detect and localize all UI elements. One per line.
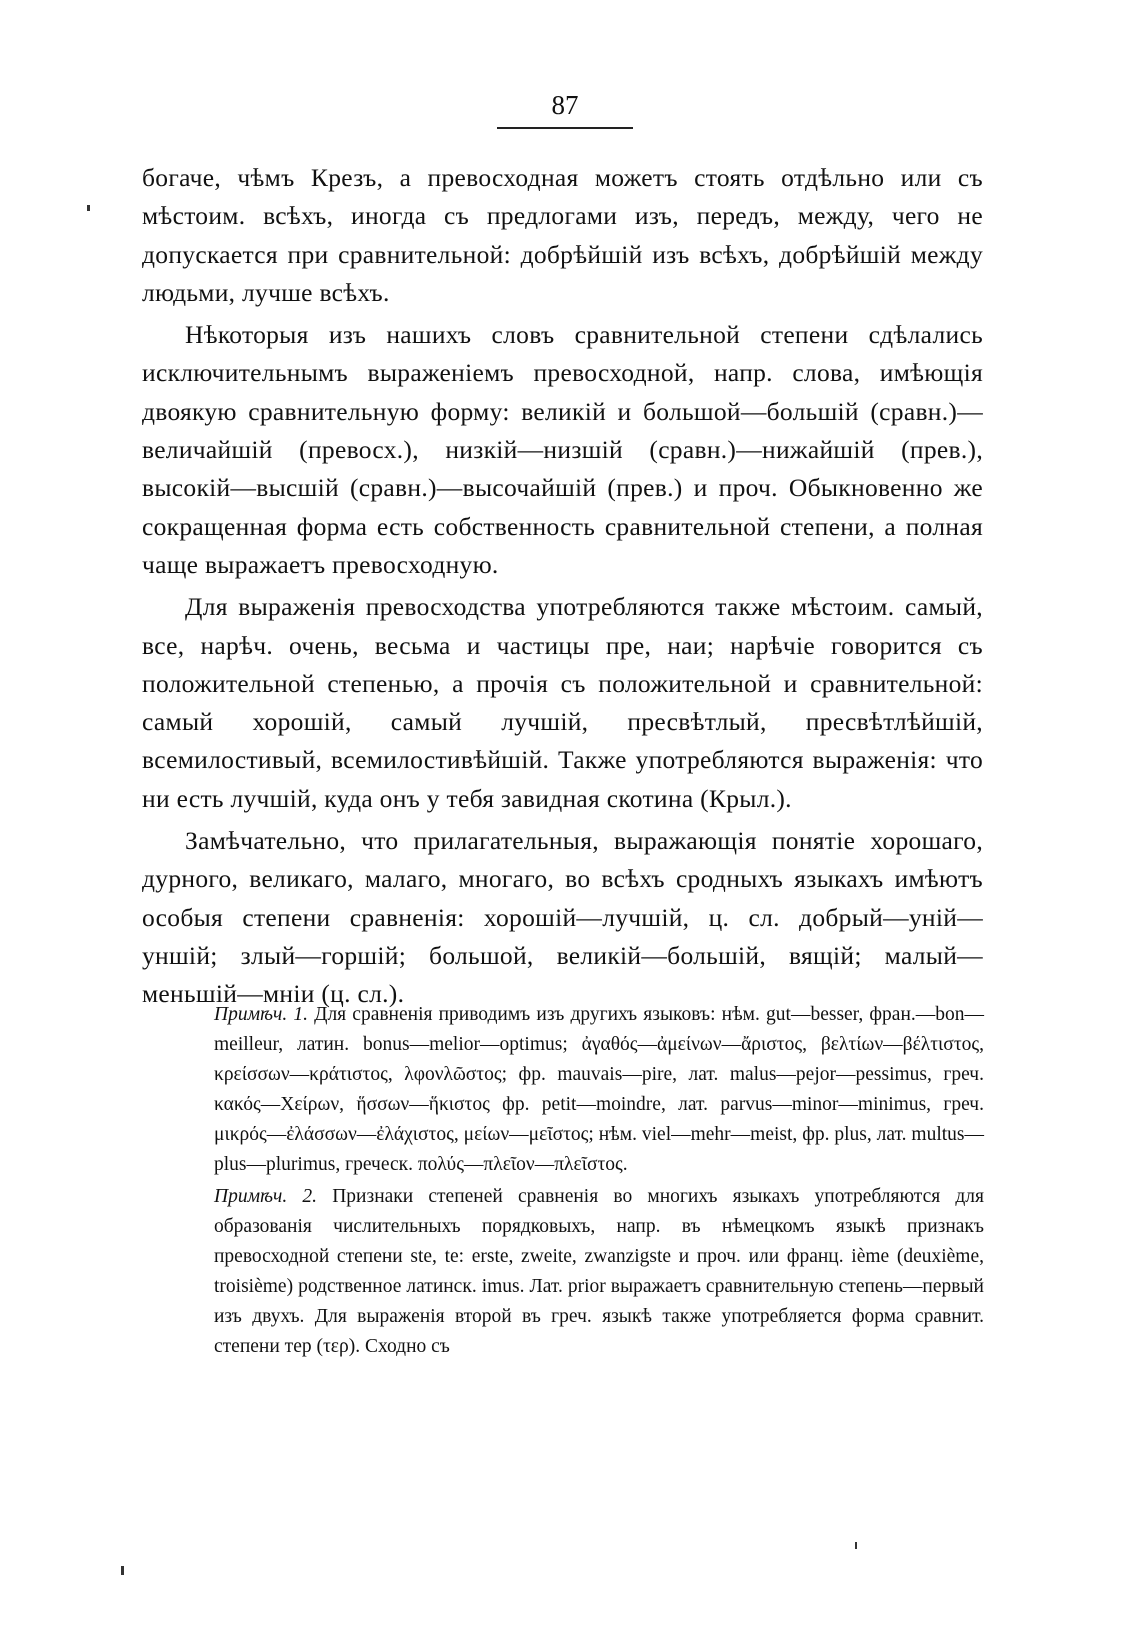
page-number: 87: [551, 90, 579, 120]
note-2: [214, 1182, 984, 1362]
paragraph-continuation: богаче, чѣмъ Крезъ, а превосходная можетъ стоять отдѣльно или съ мѣстоим. всѣхъ, иногда съ предлогами изъ, передъ, между, чего не допускается при сравнительной: добрѣйшій изъ всѣхъ, добрѣйшій между людьми, лучше всѣхъ.: [142, 163, 983, 307]
print-speck: [855, 1542, 857, 1549]
note-2-text: Признаки степеней сравненія во многихъ языкахъ употребляются для образованія числительныхъ порядковыхъ, напр. въ нѣмецкомъ языкѣ признакъ превосходной степени ste, te: erste, zweite, zwanzigste и проч. или франц. ième (deuxième, troisième) родственное латинск. imus. Лат. prior выражаетъ сравнительную степень—первый изъ двухъ. Для выраженія второй въ греч. языкѣ также употребляется форма сравнит. степени тер (τερ). Сходно съ: [214, 1186, 984, 1357]
page-number-rule: [497, 127, 633, 129]
print-speck: [87, 205, 90, 211]
note-1: [214, 1000, 984, 1180]
note-1-text: Для сравненія приводимъ изъ другихъ языковъ: нѣм. gut—besser, фран.—bon—meilleur, латин. bonus—melior—optimus; ἀγαθός—ἀμείνων—ἄριστος, βελτίων—βέλτιστος, κρείσσων—κράτιστος, λφονλῶστος; фр. mauvais—pire, лат. malus—pejor—pessimus, греч. κακός—Χείρων, ἥσσων—ἥκιστος фр. petit—moindre, лат. parvus—minor—minimus, греч. μικρός—ἐλάσσων—ἐλάχιστος, μείων—μεῖστος; нѣм. viel—mehr—meist, фр. plus, лат. multus—plus—plurimus, греческ. πολύς—πλεῖον—πλεῖστος.: [214, 1004, 985, 1175]
print-speck: [121, 1566, 124, 1575]
paragraph-superlative-expressions: Для выраженія превосходства употребляются также мѣстоим. самый, все, нарѣч. очень, весьма и частицы пре, наи; нарѣчіе говорится съ положительной степенью, а прочія съ положительной и сравнительной: самый хорошій, самый лучшій, пресвѣтлый, пресвѣтлѣйшій, всемилостивый, всемилостивѣйшій. Также употребляются выраженія: что ни есть лучшій, куда онъ у тебя завидная скотина (Крыл.).: [142, 592, 983, 813]
paragraph-irregular-adjectives: Замѣчательно, что прилагательныя, выражающія понятіе хорошаго, дурного, великаго, малаго, многаго, во всѣхъ сродныхъ языкахъ имѣютъ особыя степени сравненія: хорошій—лучшій, ц. сл. добрый—уній—уншій; злый—горшій; большой, великій—большій, вящій; малый—меньшій—мніи (ц. сл.).: [142, 826, 983, 1009]
note-2-label: Примѣч. 2.: [214, 1186, 318, 1207]
note-1-label: Примѣч. 1.: [214, 1004, 308, 1025]
footnotes: [214, 1000, 984, 1362]
main-text: [142, 159, 983, 1014]
paragraph-comparative-forms: Нѣкоторыя изъ нашихъ словъ сравнительной степени сдѣлались исключительнымъ выраженіемъ превосходной, напр. слова, имѣющія двоякую сравнительную форму: великій и большой—большій (сравн.)—величайшій (превосх.), низкій—низшій (сравн.)—нижайшій (прев.), высокій—высшій (сравн.)—высочайшій (прев.) и проч. Обыкновенно же сокращенная форма есть собственность сравнительной степени, а полная чаще выражаетъ превосходную.: [142, 320, 983, 579]
